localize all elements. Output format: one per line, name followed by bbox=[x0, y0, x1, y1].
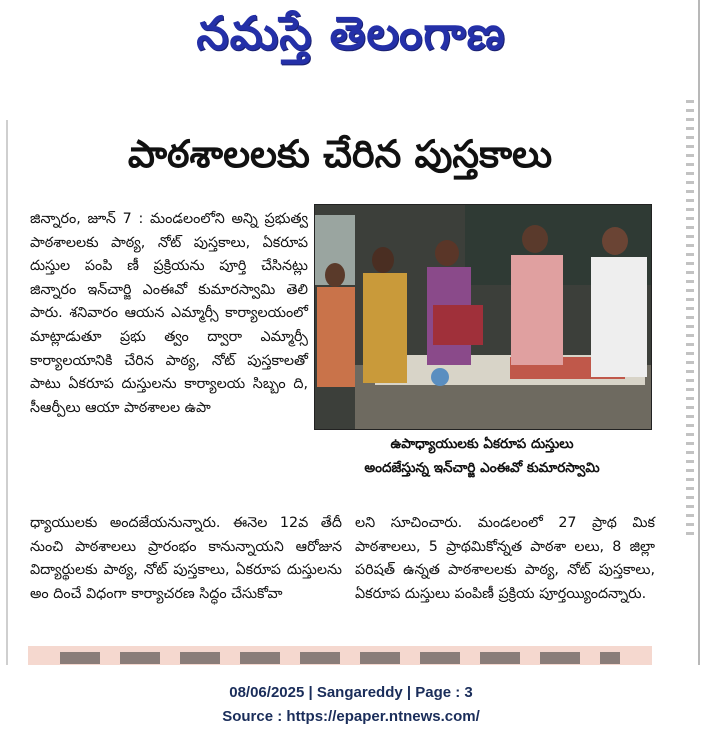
footer-date-edition: 08/06/2025 | Sangareddy | Page : 3 bbox=[229, 684, 473, 701]
page-gutter-line bbox=[698, 0, 700, 665]
article-headline: పాఠశాలలకు చేరిన పుస్తకాలు bbox=[127, 132, 553, 176]
article-column-1: జిన్నారం, జూన్ 7 : మండలంలోని అన్ని ప్రభుత్వ పాఠశాలలకు పాఠ్య, నోట్ పుస్తకాలు, ఏకరూప దుస్తుల పంపి ణీ ప్రక్రియను పూర్తి చేసినట్లు జిన్నారం ఇన్‌చార్జి ఎంఈవో కుమారస్వామి తెలి పారు. శనివారం ఆయన ఎమ్మార్సీ కార్యాలయంలో మాట్లాడుతూ ప్రభు త్వం ద్వారా ఎమ్మార్సీ కార్యాలయానికి చేరిన పాఠ్య, నోట్ పుస్తకాలతో పాటు ఏకరూప దుస్తులను కార్యాలయ సిబ్బం ది, సీఆర్పీలు ఆయా పాఠశాలల ఉపా bbox=[30, 211, 308, 416]
masthead bbox=[0, 0, 702, 96]
article-column-2: లని సూచించారు. మండలంలో 27 ప్రాథ మిక పాఠశాలలు, 5 ప్రాథమికోన్నత పాఠశా లలు, 8 జిల్లా పరిషత్ ఉన్నత పాఠశాలలకు పాఠ్య, నోట్ పుస్తకాలు, ఏకరూప దుస్తులు పంపిణీ ప్రక్రియ పూర్తయ్యిందన్నారు. bbox=[355, 515, 655, 602]
adjacent-column-edge bbox=[686, 100, 694, 540]
next-article-cut-text bbox=[60, 652, 620, 664]
left-column-rule bbox=[6, 120, 8, 665]
photo-caption-line-1: ఉపాధ్యాయులకు ఏకరూప దుస్తులు bbox=[390, 436, 574, 452]
footer-source: Source : https://epaper.ntnews.com/ bbox=[222, 708, 480, 725]
photo-illustration bbox=[315, 205, 651, 429]
article-column-1-continued: ధ్యాయులకు అందజేయనున్నారు. ఈనెల 12వ తేదీ నుంచి పాఠశాలలు ప్రారంభం కానున్నాయని ఆరోజున విద్యార్థులకు పాఠ్య, నోట్ పుస్తకాలు, ఏకరూప దుస్తులను అం దించే విధంగా కార్యాచరణ సిద్ధం చేసుకోవా bbox=[30, 515, 342, 602]
photo-caption bbox=[314, 432, 650, 480]
newspaper-title: నమస్తే తెలంగాణ bbox=[196, 6, 506, 60]
news-photo bbox=[314, 204, 652, 430]
photo-caption-line-2: అందజేస్తున్న ఇన్‌చార్జి ఎంఈవో కుమారస్వామి bbox=[364, 460, 600, 476]
